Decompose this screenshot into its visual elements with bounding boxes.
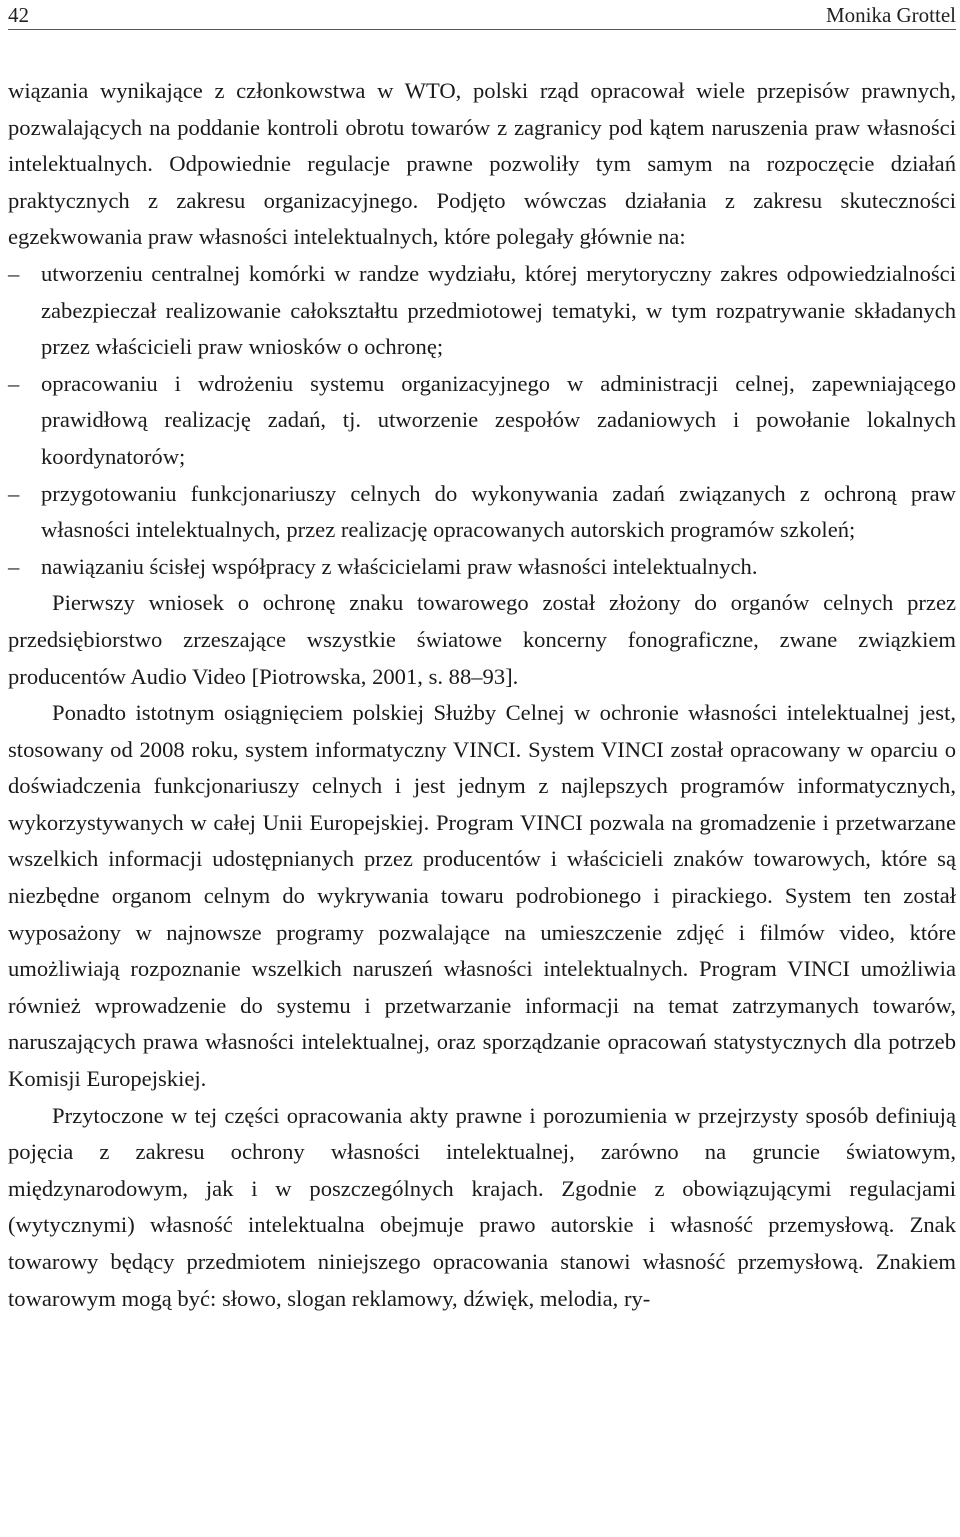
author-name: Monika Grottel <box>825 3 956 27</box>
dash-bullet: – <box>8 260 20 286</box>
paragraph-intro: wiązania wynikające z członkowstwa w WTO, polski rząd opracował wiele przepisów prawnych, pozwalających na poddanie kontroli obrotu towarów z zagranicy pod kątem naruszenia praw własności intelektualnych. Odpowiednie regulacje prawne pozwoliły tym samym na rozpoczęcie działań praktycznych z zakresu organizacyjnego. Podjęto wówczas działania z zakresu skuteczności egzekwowania praw własności intelektualnych, które polegały głównie na: <box>8 78 956 250</box>
list-item-text: opracowaniu i wdrożeniu systemu organizacyjnego w administracji celnej, zapewniającego prawidłową realizację zadań, tj. utworzenie zespołów zadaniowych i powołanie lokalnych koordynatorów; <box>41 370 956 469</box>
paragraph-vinci-system: Ponadto istotnym osiągnięciem polskiej Służby Celnej w ochronie własności intelektualnej jest, stosowany od 2008 roku, system informatyczny VINCI. System VINCI został opracowany w oparciu o doświadczenia funkcjonariuszy celnych i jest jednym z najlepszych programów informatycznych, wykorzystywanych w całej Unii Europejskiej. Program VINCI pozwala na gromadzenie i przetwarzane wszelkich informacji udostępnianych przez producentów i właścicieli znaków towarowych, które są niezbędne organom celnym do wykrywania towaru podrobionego i pirackiego. System ten został wyposażony w najnowsze programy pozwalające na umieszczenie zdjęć i filmów video, które umożliwiają rozpoznanie wszelkich naruszeń własności intelektualnych. Program VINCI umożliwia również wprowadzenie do systemu i przetwarzanie informacji na temat zatrzymanych towarów, naruszających prawa własności intelektualnej, oraz sporządzanie opracowań statystycznych dla potrzeb Komisji Europejskiej. <box>8 700 956 1092</box>
paragraph-first-application: Pierwszy wniosek o ochronę znaku towarowego został złożony do organów celnych przez przedsiębiorstwo zrzeszające wszystkie światowe koncerny fonograficzne, zwane związkiem producentów Audio Video [Piotrowska, 2001, s. 88–93]. <box>8 590 956 689</box>
body-text <box>8 73 956 1317</box>
dash-bullet: – <box>8 370 20 396</box>
list-item-text: utworzeniu centralnej komórki w randze wydziału, której merytoryczny zakres odpowiedzialności zabezpieczał realizowanie całokształtu przedmiotowej tematyki, w tym rozpatrywanie składanych przez właścicieli praw wniosków o ochronę; <box>41 260 956 360</box>
page-number: 42 <box>8 3 29 27</box>
list-item <box>8 549 956 586</box>
list-item <box>8 256 956 366</box>
measures-list <box>8 256 956 585</box>
dash-bullet: – <box>8 480 20 506</box>
paragraph-summary: Przytoczone w tej części opracowania akty prawne i porozumienia w przejrzysty sposób definiują pojęcia z zakresu ochrony własności intelektualnej, zarówno na gruncie światowym, międzynarodowym, jak i w poszczególnych krajach. Zgodnie z obowiązującymi regulacjami (wytycznymi) własność intelektualna obejmuje prawo autorskie i własność przemysłową. Znak towarowy będący przedmiotem niniejszego opracowania stanowi własność przemysłową. Znakiem towarowym mogą być: słowo, slogan reklamowy, dźwięk, melodia, ry- <box>8 1102 956 1311</box>
running-header <box>8 0 956 30</box>
document-page <box>8 0 956 1317</box>
list-item-text: przygotowaniu funkcjonariuszy celnych do wykonywania zadań związanych z ochroną praw własności intelektualnych, przez realizację opracowanych autorskich programów szkoleń; <box>41 480 956 543</box>
list-item <box>8 366 956 476</box>
list-item <box>8 476 956 549</box>
list-item-text: nawiązaniu ścisłej współpracy z właścicielami praw własności intelektualnych. <box>41 553 758 579</box>
dash-bullet: – <box>8 553 20 579</box>
